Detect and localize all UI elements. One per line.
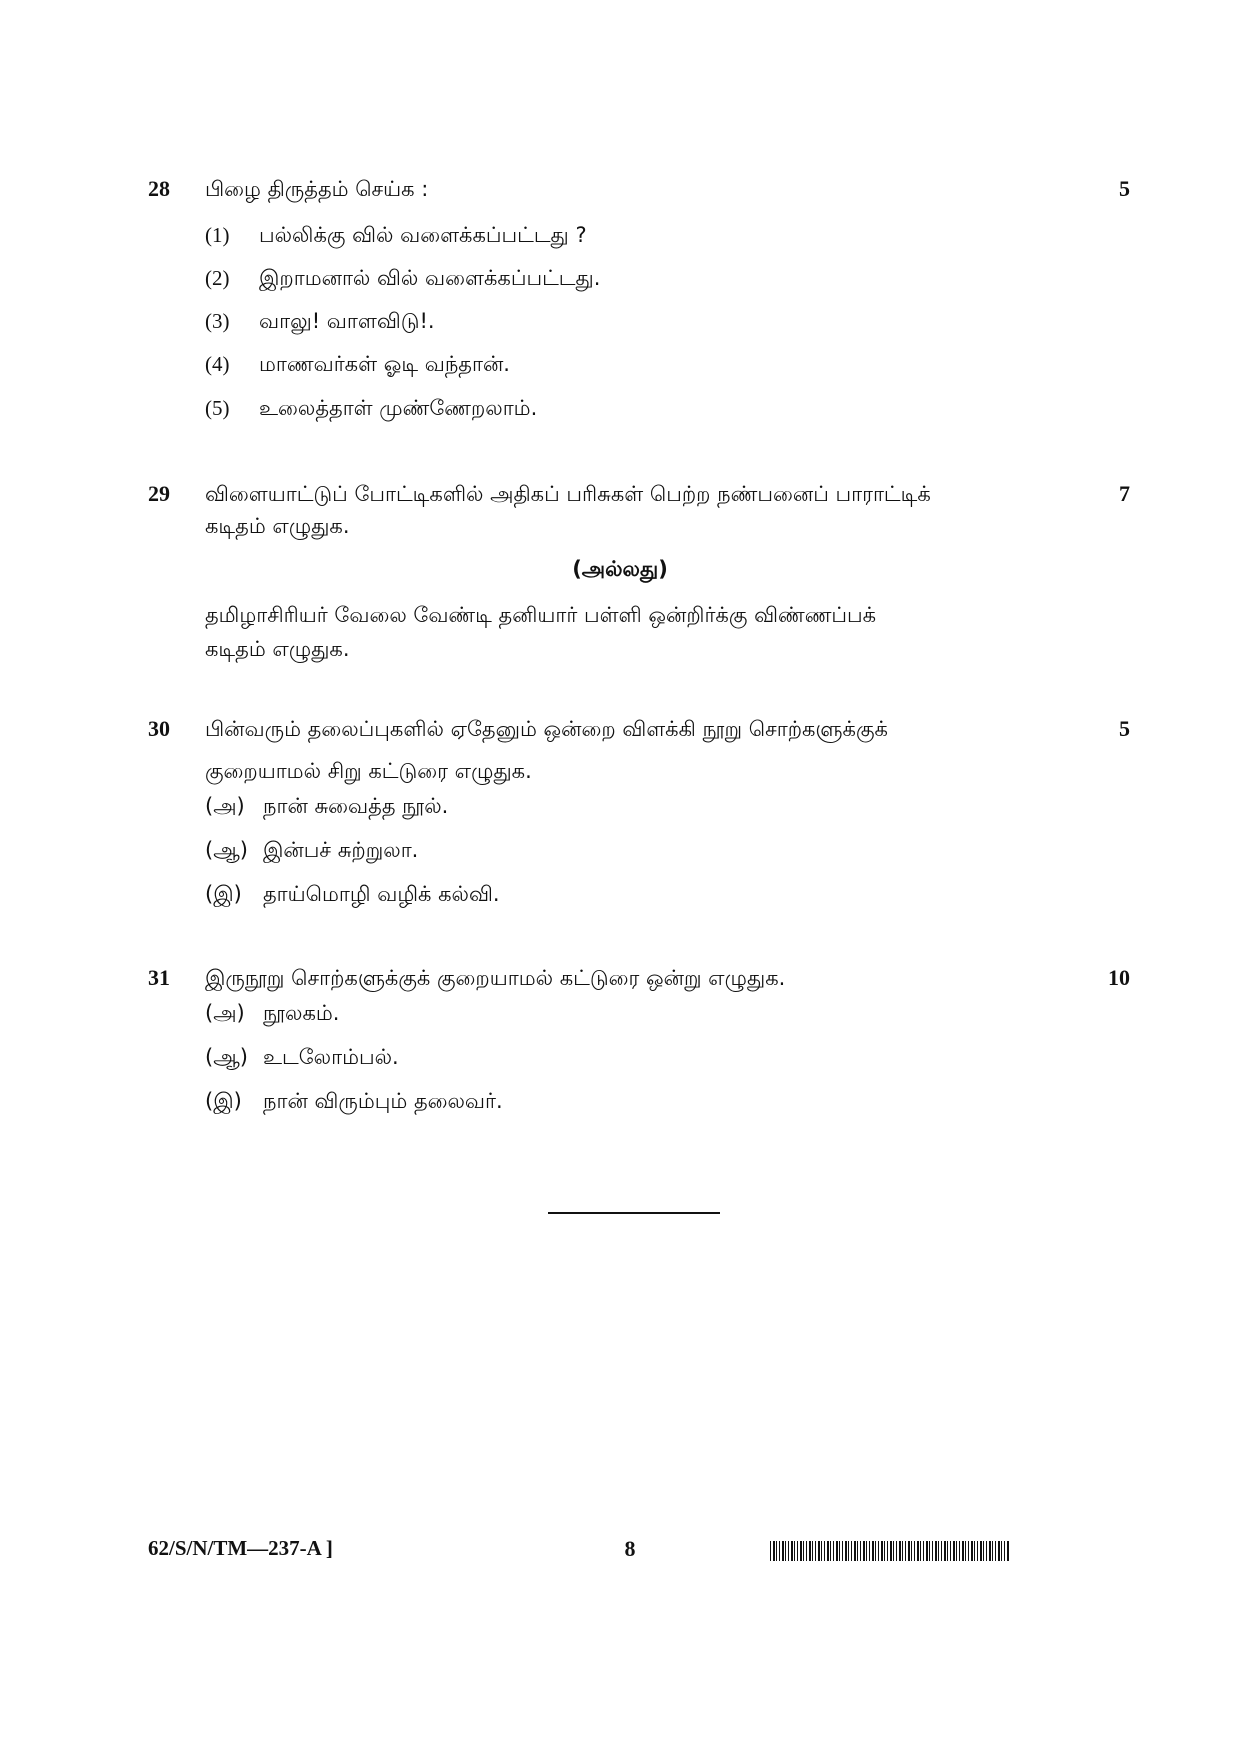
question-28-item bbox=[205, 393, 537, 423]
question-30-item bbox=[205, 835, 418, 865]
item-text: நூலகம். bbox=[263, 1001, 340, 1025]
question-30-number: 30 bbox=[148, 716, 170, 741]
question-30-item bbox=[205, 879, 500, 909]
item-label: (அ) bbox=[205, 1001, 245, 1025]
question-28-item bbox=[205, 306, 435, 336]
item-text: நான் சுவைத்த நூல். bbox=[263, 794, 449, 818]
item-label: (இ) bbox=[205, 882, 242, 906]
question-29-alt-line: கடிதம் எழுதுக. bbox=[205, 637, 350, 661]
question-29-text-line: விளையாட்டுப் போட்டிகளில் அதிகப் பரிசுகள் பெற்ற நண்பனைப் பாராட்டிக் bbox=[205, 482, 931, 506]
question-28-item bbox=[205, 349, 510, 379]
barcode bbox=[770, 1541, 1010, 1561]
question-29-text-line: கடிதம் எழுதுக. bbox=[205, 514, 350, 538]
item-label: (1) bbox=[205, 223, 230, 247]
item-label: (2) bbox=[205, 266, 230, 290]
question-30-item bbox=[205, 791, 448, 821]
page-number: 8 bbox=[624, 1536, 636, 1561]
item-label: (இ) bbox=[205, 1089, 242, 1113]
item-text: உடலோம்பல். bbox=[263, 1045, 399, 1069]
item-text: நான் விரும்பும் தலைவர். bbox=[263, 1089, 503, 1113]
item-text: மாணவர்கள் ஓடி வந்தான். bbox=[259, 352, 510, 376]
question-30-text-line: பின்வரும் தலைப்புகளில் ஏதேனும் ஒன்றை விளக்கி நூறு சொற்களுக்குக் bbox=[205, 717, 888, 741]
item-text: இன்பச் சுற்றுலா. bbox=[263, 838, 419, 862]
question-29-alt-line: தமிழாசிரியர் வேலை வேண்டி தனியார் பள்ளி ஒன்றிர்க்கு விண்ணப்பக் bbox=[205, 603, 877, 627]
item-text: இறாமனால் வில் வளைக்கப்பட்டது. bbox=[259, 266, 601, 290]
question-28-item bbox=[205, 263, 600, 293]
item-text: பல்லிக்கு வில் வளைக்கப்பட்டது ? bbox=[259, 223, 587, 247]
question-28-marks: 5 bbox=[1119, 176, 1130, 201]
question-29-marks: 7 bbox=[1119, 481, 1130, 506]
end-rule bbox=[548, 1212, 720, 1214]
item-text: தாய்மொழி வழிக் கல்வி. bbox=[263, 882, 500, 906]
question-31-item bbox=[205, 998, 339, 1028]
item-label: (ஆ) bbox=[205, 838, 248, 862]
question-31-item bbox=[205, 1042, 399, 1072]
or-label: (அல்லது) bbox=[572, 557, 668, 581]
question-28-text: பிழை திருத்தம் செய்க : bbox=[205, 177, 429, 201]
item-label: (3) bbox=[205, 309, 230, 333]
item-label: (ஆ) bbox=[205, 1045, 248, 1069]
question-30-marks: 5 bbox=[1119, 716, 1130, 741]
question-31-marks: 10 bbox=[1108, 965, 1130, 990]
question-31-text: இருநூறு சொற்களுக்குக் குறையாமல் கட்டுரை ஒன்று எழுதுக. bbox=[205, 966, 786, 990]
question-30-text-line: குறையாமல் சிறு கட்டுரை எழுதுக. bbox=[205, 759, 532, 783]
item-text: வாலு! வாளவிடு!. bbox=[259, 309, 435, 333]
question-31-item bbox=[205, 1086, 503, 1116]
paper-code: 62/S/N/TM—237-A ] bbox=[148, 1536, 333, 1560]
item-text: உலைத்தாள் முண்ணேறலாம். bbox=[259, 396, 538, 420]
question-29-number: 29 bbox=[148, 481, 170, 506]
item-label: (அ) bbox=[205, 794, 245, 818]
question-31-number: 31 bbox=[148, 965, 170, 990]
item-label: (5) bbox=[205, 396, 230, 420]
question-28-number: 28 bbox=[148, 176, 170, 201]
question-28-item bbox=[205, 220, 587, 250]
item-label: (4) bbox=[205, 352, 230, 376]
